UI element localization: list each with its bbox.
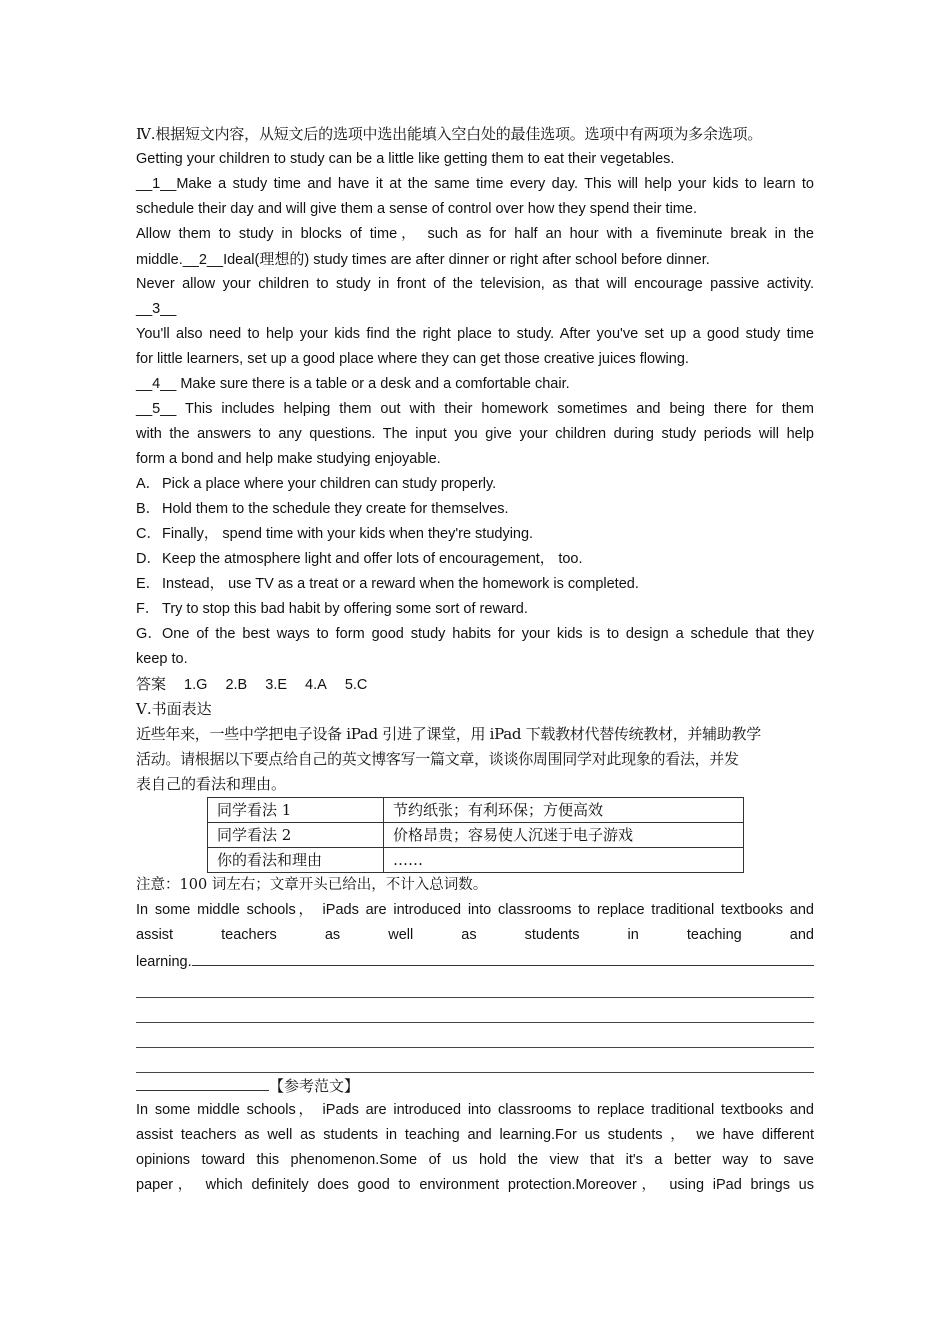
passage-p7-line2: with the answers to any questions. The input you give your children during study periods will help — [136, 426, 814, 442]
word: and — [789, 927, 814, 943]
word: assist — [136, 927, 174, 943]
sample-line2: assist teachers as well as students in teaching and learning.For us students ， we have different — [136, 1127, 814, 1143]
option-text: Finally， spend time with your kids when they're studying. — [162, 526, 534, 542]
table-content: 价格昂贵；容易使人沉迷于电子游戏 — [384, 823, 744, 848]
answer-item: 3.E — [265, 677, 288, 693]
option-f — [136, 597, 814, 622]
option-g — [136, 622, 814, 647]
answer-item: 4.A — [305, 677, 327, 693]
option-letter: D． — [136, 551, 161, 567]
option-letter: F． — [136, 601, 160, 617]
answer-item: 2.B — [225, 677, 248, 693]
prompt-line1: 近些年来，一些中学把电子设备 iPad 引进了课堂，用 iPad 下载教材代替传统教材，并辅助教学 — [136, 725, 761, 743]
option-letter: B． — [136, 501, 161, 517]
section4-heading: Ⅳ.根据短文内容，从短文后的选项中选出能填入空白处的最佳选项。选项中有两项为多余选项。 — [136, 125, 763, 143]
writing-line[interactable] — [136, 1048, 814, 1073]
opening-line2 — [136, 923, 814, 948]
prompt-line3: 表自己的看法和理由。 — [136, 775, 287, 793]
option-d — [136, 547, 814, 572]
option-g-continued: keep to. — [136, 651, 188, 667]
reference-heading — [136, 1073, 814, 1098]
writing-blank[interactable] — [136, 1073, 269, 1091]
sample-line3: opinions toward this phenomenon.Some of us hold the view that it's a better way to save — [136, 1152, 814, 1168]
option-a — [136, 472, 814, 497]
table-label: 你的看法和理由 — [208, 848, 384, 873]
word: as — [461, 927, 477, 943]
passage-p4-line1: Never allow your children to study in front of the television, as that will encourage passive activity. — [136, 276, 814, 292]
passage-p3-line2 — [136, 247, 814, 272]
option-text: Pick a place where your children can study properly. — [162, 476, 497, 492]
answer-key — [136, 672, 814, 697]
passage-text: ) study times are after dinner or right after school before dinner. — [304, 252, 710, 268]
word: in — [627, 927, 639, 943]
blank-3: __3__ — [136, 301, 177, 317]
passage-p5-line1: You'll also need to help your kids find the right place to study. After you've set up a good study time — [136, 326, 814, 342]
option-letter: A． — [136, 476, 161, 492]
word: teaching — [686, 927, 742, 943]
table-row — [208, 798, 744, 823]
word: students — [524, 927, 580, 943]
chinese-gloss: 理想的 — [259, 250, 305, 268]
table-content: …… — [384, 848, 744, 873]
option-text: Hold them to the schedule they create for themselves. — [162, 501, 509, 517]
section5-heading: Ⅴ.书面表达 — [136, 700, 212, 718]
sample-line1: In some middle schools， iPads are introduced into classrooms to replace traditional textbooks and — [136, 1102, 814, 1118]
option-c — [136, 522, 814, 547]
option-b — [136, 497, 814, 522]
passage-p2-line1: __1__Make a study time and have it at the same time every day. This will help your kids to learn to — [136, 176, 814, 192]
passage-p5-line2: for little learners, set up a good place where they can get those creative juices flowing. — [136, 351, 689, 367]
passage-p3-line1: Allow them to study in blocks of time， such as for half an hour with a fiveminute break in the — [136, 226, 814, 242]
table-row — [208, 823, 744, 848]
table-label: 同学看法 2 — [208, 823, 384, 848]
prompt-line2: 活动。请根据以下要点给自己的英文博客写一篇文章，谈谈你周围同学对此现象的看法，并发 — [136, 750, 739, 768]
passage-p6: __4__ Make sure there is a table or a desk and a comfortable chair. — [136, 376, 570, 392]
table-row — [208, 848, 744, 873]
word: well — [388, 927, 414, 943]
word: as — [324, 927, 341, 943]
answer-label: 答案 — [136, 675, 167, 693]
passage-text: middle.__2__Ideal( — [136, 252, 260, 268]
option-text: Try to stop this bad habit by offering some sort of reward. — [162, 601, 528, 617]
option-text: Keep the atmosphere light and offer lots of encouragement， too. — [162, 551, 583, 567]
passage-p1: Getting your children to study can be a little like getting them to eat their vegetables. — [136, 151, 675, 167]
option-text: Instead， use TV as a treat or a reward when the homework is completed. — [162, 576, 639, 592]
reference-label: 【参考范文】 — [269, 1077, 360, 1095]
passage-p7-line3: form a bond and help make studying enjoyable. — [136, 451, 441, 467]
option-letter: G． — [136, 626, 162, 642]
word: teachers — [221, 927, 277, 943]
option-text: One of the best ways to form good study habits for your kids is to design a schedule that they — [162, 626, 814, 642]
writing-blank[interactable] — [192, 948, 814, 966]
table-content: 节约纸张；有利环保；方便高效 — [384, 798, 744, 823]
opening-line1: In some middle schools， iPads are introduced into classrooms to replace traditional textbooks and — [136, 902, 814, 918]
option-letter: C． — [136, 526, 161, 542]
points-table — [207, 797, 744, 873]
opening-text: learning. — [136, 954, 192, 970]
opening-line3 — [136, 948, 814, 973]
writing-line[interactable] — [136, 973, 814, 998]
passage-p7-line1: __5__ This includes helping them out with their homework sometimes and being there for them — [136, 401, 814, 417]
writing-line[interactable] — [136, 1023, 814, 1048]
answer-item: 5.C — [344, 677, 368, 693]
option-letter: E． — [136, 576, 161, 592]
writing-line[interactable] — [136, 998, 814, 1023]
sample-line4: paper， which definitely does good to environment protection.Moreover， using iPad brings us — [136, 1177, 814, 1193]
option-e — [136, 572, 814, 597]
table-label: 同学看法 1 — [208, 798, 384, 823]
options-list — [136, 472, 814, 672]
writing-note: 注意：100 词左右；文章开头已给出，不计入总词数。 — [136, 877, 488, 893]
passage-p2-line2: schedule their day and will give them a sense of control over how they spend their time. — [136, 201, 697, 217]
answer-item: 1.G — [184, 677, 208, 693]
document-page — [136, 122, 814, 1198]
